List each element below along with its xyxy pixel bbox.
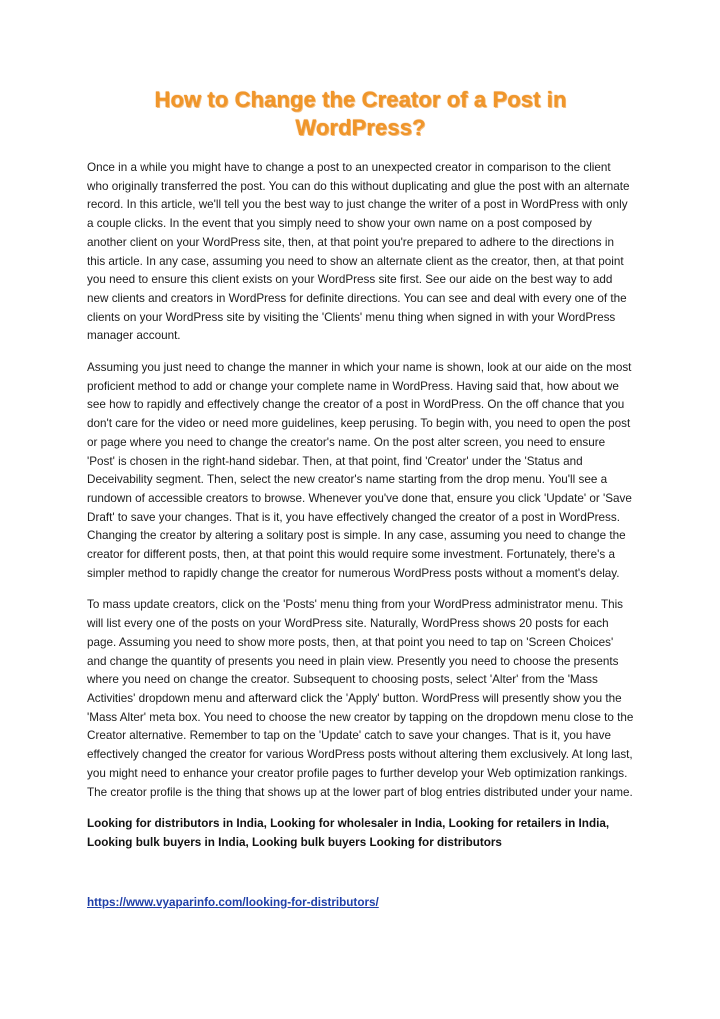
paragraph-single-post: Assuming you just need to change the manner in which your name is shown, look at our aide on the most proficient method to add or change your complete name in WordPress. Having said that, how about we see how to rapidly and effectively change the creator of a post in WordPress. On the off chance that you don't care for the video or need more guidelines, keep perusing. To begin with, you need to open the post or page where you need to change the creator's name. On the post alter screen, you need to ensure 'Post' is chosen in the right-hand sidebar. Then, at that point, find 'Creator' under the 'Status and Deceivability segment. Then, select the new creator's name starting from the drop menu. You'll see a rundown of accessible creators to browse. Whenever you've done that, ensure you click 'Update' or 'Save Draft' to save your changes. That is it, you have effectively changed the creator of a post in WordPress. Changing the creator by altering a solitary post is simple. In any case, assuming you need to change the creator for different posts, then, at that point this would require some investment. Fortunately, there's a simpler method to rapidly change the creator for numerous WordPress posts without a moment's delay. bbox=[87, 361, 632, 580]
paragraph-bulk-update: To mass update creators, click on the 'Posts' menu thing from your WordPress administrator menu. This will list every one of the posts on your WordPress site. Naturally, WordPress shows 20 posts for each page. Assuming you need to show more posts, then, at that point you need to tap on 'Screen Choices' and change the quantity of presents you need in plain view. Presently you need to choose the presents where you need on change the creator. Subsequent to choosing posts, select 'Alter' from the 'Mass Activities' dropdown menu and afterward click the 'Apply' button. WordPress will presently show you the 'Mass Alter' meta box. You need to choose the new creator by tapping on the dropdown menu close to the Creator alternative. Remember to tap on the 'Update' catch to save your changes. That is it, you have effectively changed the creator for various WordPress posts without altering them exclusively. At long last, you might need to enhance your creator profile pages to further develop your Web optimization rankings. The creator profile is the thing that shows up at the lower part of blog entries distributed under your name. bbox=[87, 598, 634, 799]
paragraph-intro: Once in a while you might have to change a post to an unexpected creator in comparison to the client who originally transferred the post. You can do this without duplicating and glue the post with an alternate record. In this article, we'll tell you the best way to just change the writer of a post in WordPress with only a couple clicks. In the event that you simply need to show your own name on a post composed by another client on your WordPress site, then, at that point you're prepared to adhere to the directions in this article. In any case, assuming you need to show an alternate client as the creator, then, at that point you need to ensure this client exists on your WordPress site first. See our aide on the best way to add new clients and creators in WordPress for definite directions. You can see and deal with every one of the clients on your WordPress site by visiting the 'Clients' menu thing when signed in with your WordPress manager account. bbox=[87, 161, 630, 343]
keywords-text: Looking for distributors in India, Looking for wholesaler in India, Looking for retailers in India, Looking bulk buyers in India, Looking bulk buyers Looking for distributors bbox=[87, 817, 610, 849]
distributors-link[interactable]: https://www.vyaparinfo.com/looking-for-distributors/ bbox=[87, 895, 379, 909]
document-title: How to Change the Creator of a Post in WordPress? bbox=[154, 87, 567, 140]
